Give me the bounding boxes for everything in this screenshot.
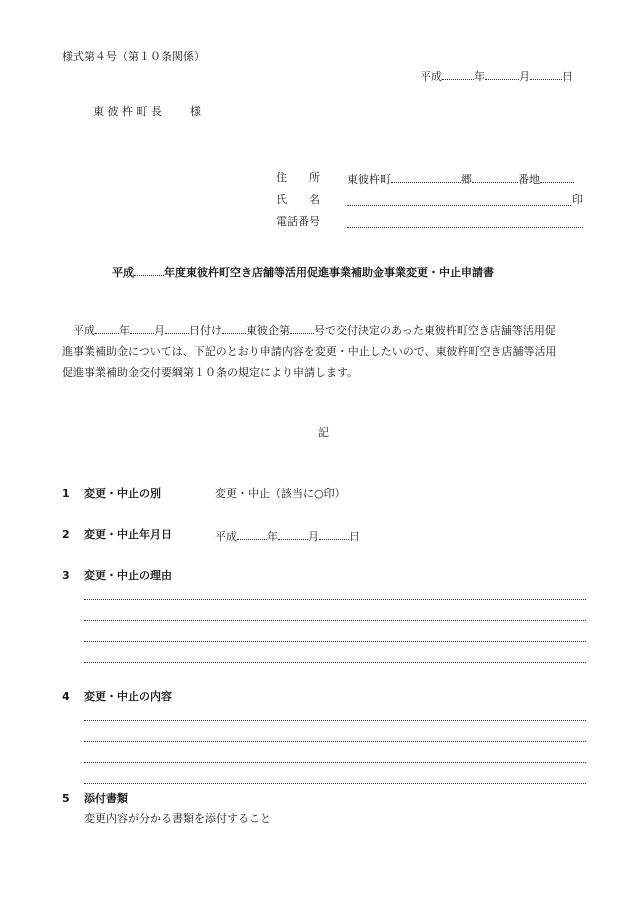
section-3-line-1[interactable]	[84, 599, 586, 600]
addressee	[93, 105, 201, 119]
section-3-number: 3	[62, 569, 70, 582]
title-era: 平成	[112, 266, 134, 279]
date-month: 月	[519, 70, 530, 83]
name-field[interactable]	[347, 205, 571, 206]
body-day-blank[interactable]	[165, 322, 189, 334]
body-month-blank[interactable]	[130, 322, 154, 334]
address-town-blank[interactable]	[391, 171, 461, 183]
section-2-year-blank[interactable]	[237, 528, 267, 540]
section-2-era: 平成	[215, 530, 237, 543]
section-4-number: 4	[62, 690, 70, 703]
ki-heading: 記	[318, 426, 329, 439]
document-title	[112, 264, 494, 280]
section-1-value: 変更・中止（該当に○印）	[215, 487, 346, 500]
name-label: 氏 名	[276, 193, 320, 206]
body-line-3: 促進事業補助金交付要綱第１０条の規定により申請します。	[62, 366, 359, 379]
body-month: 月	[154, 324, 165, 337]
body-ref-suffix: 号で交付決定のあった東彼杵町空き店舗等活用促	[314, 324, 556, 337]
date-day: 日	[562, 70, 573, 83]
section-2-heading	[62, 528, 172, 542]
seal-mark: 印	[572, 193, 583, 206]
body-era: 平成	[73, 324, 95, 337]
section-2-number: 2	[62, 528, 70, 541]
date-line	[420, 68, 573, 84]
section-5-value: 変更内容が分かる書類を添付すること	[84, 812, 271, 825]
address-number-blank[interactable]	[540, 171, 574, 183]
body-line-2: 進事業補助金については、下記のとおり申請内容を変更・中止したいので、東彼杵町空き店舗等活用	[62, 345, 557, 358]
address-district: 郷	[461, 173, 472, 186]
section-3-line-2[interactable]	[84, 620, 586, 621]
section-2-day-blank[interactable]	[319, 528, 349, 540]
section-4-label: 変更・中止の内容	[84, 690, 172, 703]
body-ref-blank-1[interactable]	[222, 322, 246, 334]
addressee-honorific: 様	[190, 105, 201, 118]
body-day-dated: 日付け	[189, 324, 222, 337]
section-3-heading	[62, 569, 172, 583]
section-2-month: 月	[308, 530, 319, 543]
body-line-1	[62, 320, 592, 341]
date-month-blank[interactable]	[485, 68, 519, 80]
section-2-month-blank[interactable]	[278, 528, 308, 540]
body-ref-prefix: 東彼企第	[246, 324, 290, 337]
section-4-line-1[interactable]	[84, 720, 586, 721]
section-4-line-2[interactable]	[84, 741, 586, 742]
body-paragraph	[62, 320, 592, 383]
section-1-number: 1	[62, 487, 70, 500]
section-4-line-3[interactable]	[84, 762, 586, 763]
form-number: 様式第４号（第１０条関係）	[62, 50, 205, 63]
section-5-number: 5	[62, 792, 70, 805]
section-1-heading	[62, 487, 161, 501]
date-era: 平成	[420, 70, 442, 83]
section-2-date	[215, 528, 360, 544]
address-label: 住 所	[276, 171, 320, 184]
address-district-blank[interactable]	[472, 171, 518, 183]
section-5-heading	[62, 792, 128, 806]
section-3-line-4[interactable]	[84, 662, 586, 663]
date-year: 年	[474, 70, 485, 83]
section-1-label: 変更・中止の別	[84, 487, 161, 500]
section-4-heading	[62, 690, 172, 704]
section-3-label: 変更・中止の理由	[84, 569, 172, 582]
title-text: 年度東彼杵町空き店舗等活用促進事業補助金事業変更・中止申請書	[164, 266, 494, 279]
address-line	[347, 171, 574, 187]
addressee-name: 東 彼 杵 町 長	[93, 105, 162, 118]
section-4-line-4[interactable]	[84, 783, 586, 784]
section-2-label: 変更・中止年月日	[84, 528, 172, 541]
section-2-day: 日	[349, 530, 360, 543]
phone-label: 電話番号	[276, 215, 320, 228]
phone-field[interactable]	[347, 227, 583, 228]
date-day-blank[interactable]	[530, 68, 562, 80]
address-number: 番地	[518, 173, 540, 186]
body-year-blank[interactable]	[95, 322, 119, 334]
section-5-label: 添付書類	[84, 792, 128, 805]
title-year-blank[interactable]	[134, 264, 164, 276]
section-2-year: 年	[267, 530, 278, 543]
address-town: 東彼杵町	[347, 173, 391, 186]
section-3-line-3[interactable]	[84, 641, 586, 642]
body-ref-blank-2[interactable]	[290, 322, 314, 334]
body-year: 年	[119, 324, 130, 337]
date-era-year-blank[interactable]	[442, 68, 474, 80]
